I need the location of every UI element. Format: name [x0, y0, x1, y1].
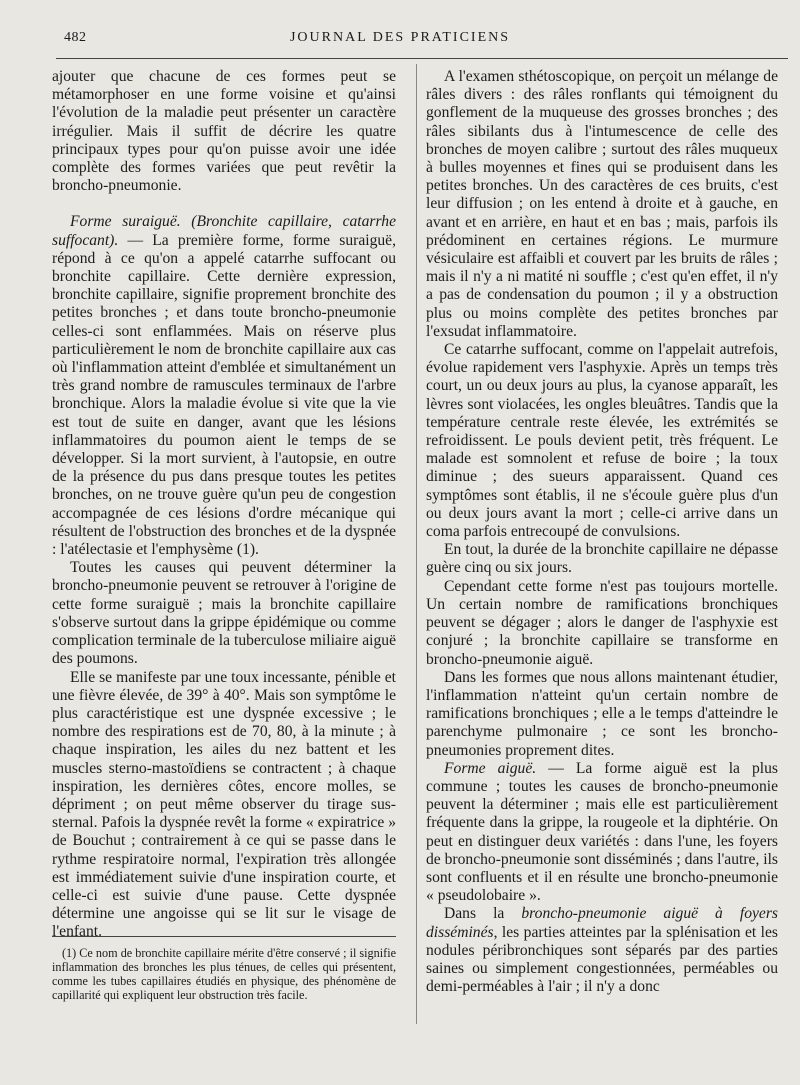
journal-title: JOURNAL DES PRATICIENS — [289, 30, 511, 45]
paragraph-forme-suraigue — [52, 213, 396, 559]
section-heading-suraigue: Forme suraiguë. (Bronchite capillaire, catarrhe suffocant). — [52, 213, 396, 249]
header-rule — [56, 58, 788, 59]
column-divider — [416, 64, 417, 1024]
paragraph: Cependant cette forme n'est pas toujours mortelle. Un certain nombre de ramifications bronchiques peuvent se dégager ; alors le danger de l'asphyxie est conjuré ; la bronchite capillaire se transforme en broncho-pneumonie aiguë. — [426, 577, 778, 668]
left-column — [52, 68, 396, 942]
page-number: 482 — [64, 30, 87, 45]
right-column — [426, 68, 778, 996]
paragraph-text: Dans la — [444, 905, 522, 923]
paragraph: En tout, la durée de la bronchite capillaire ne dépasse guère cinq ou six jours. — [426, 541, 778, 577]
paragraph: ajouter que chacune de ces formes peut se métamorphoser en une forme voisine et qu'ainsi l'évolution de la maladie peut présenter un caractère irrégulier. Mais il suffit de décrire les quatre principaux types pour qu'on puisse avoir une idée complète des formes variées que peut revêtir la broncho-pneumonie. — [52, 68, 396, 195]
italic-term: broncho-pneumonie aiguë à foyers disséminés — [426, 905, 778, 941]
paragraph: Elle se manifeste par une toux incessante, pénible et une fièvre élevée, de 39° à 40°. Mais son symptôme le plus caractéristique est une dyspnée excessive ; le nombre des respirations est de 70, 80, à la minute ; à chaque inspiration, les ailes du nez battent et les muscles sterno-mastoïdiens se contractent ; à chaque inspiration, les dernières côtes, encore molles, se dépriment ; on peut même observer du tirage sus-sternal. Pafois la dyspnée revêt la forme « expiratrice » de Bouchut ; contrairement à ce qui se passe dans le rythme respiratoire normal, l'expiration très allongée est immédiatement suivie d'une inspiration courte, et celle-ci est suivie d'une pause. Cette dyspnée détermine une angoisse qui se lit sur le visage de l'enfant. — [52, 668, 396, 941]
section-heading-aigue: Forme aiguë. — [444, 759, 537, 777]
page-header — [0, 30, 800, 54]
paragraph-forme-aigue — [426, 760, 778, 906]
paragraph: Ce catarrhe suffocant, comme on l'appelait autrefois, évolue rapidement vers l'asphyxie. Après un temps très court, un ou deux jours au plus, la cyanose apparaît, les lèvres sont violacées, les ongles bleuâtres. Tandis que la température centrale reste élevée, les extrémités se refroidissent. Le pouls devient petit, très fréquent. Le malade est somnolent et refuse de boire ; la toux diminue ; des sueurs apparaissent. Quand ces symptômes sont établis, il ne s'écoule guère plus d'un ou deux jours avant la mort ; celle-ci arrive dans un coma parfois entrecoupé de convulsions. — [426, 341, 778, 541]
paragraph: A l'examen sthétoscopique, on perçoit un mélange de râles divers : des râles ronflants qui témoignent du gonflement de la muqueuse des grosses bronches ; des râles sibilants dus à l'intumescence de celle des bronches de moyen calibre ; surtout des râles muqueux à bulles moyennes et fines qui se produisent dans les petites bronches. Un des caractères de ces bruits, c'est leur diffusion ; on les entend à droite et à gauche, en avant et en arrière, en haut et en bas ; mais, parfois ils prédominent en certaines régions. Le murmure vésiculaire est affaibli et couvert par les bruits de râles ; mais il n'y a ni matité ni souffle ; c'est qu'en effet, il n'y a pas de condensation du poumon ; il y a obstruction plus ou moins complète des petites bronches par l'exsudat inflammatoire. — [426, 68, 778, 340]
paragraph-text: , les parties atteintes par la splénisation et les nodules péribronchiques sont séparés par des parties saines ou simplement congestionnées, perméables ou demi-perméables à l'air ; il n'y a donc — [426, 923, 778, 996]
paragraph-foyers-dissemines — [426, 905, 778, 996]
footnote-text: (1) Ce nom de bronchite capillaire mérite d'être conservé ; il signifie inflammation des bronches les plus ténues, de celles qui présentent, comme les tubes capillaires étudiés en physique, des phénomène de capillarité qui expliquent leur obstruction très facile. — [52, 946, 396, 1002]
paragraph: Toutes les causes qui peuvent déterminer la broncho-pneumonie peuvent se retrouver à l'origine de cette forme suraiguë ; mais la bronchite capillaire s'observe surtout dans la grippe épidémique ou comme complication terminale de la tuberculose miliaire aiguë des poumons. — [52, 559, 396, 668]
paragraph-text: — La forme aiguë est la plus commune ; toutes les causes de broncho-pneumonie peuvent la déterminer ; mais elle est particulièrement fréquente dans la grippe, la rougeole et la diphtérie. On peut en distinguer deux variétés : dans l'une, les foyers de broncho-pneumonie sont disséminés ; dans l'autre, ils sont confluents et il en résulte une broncho-pneumonie « pseudolobaire ». — [426, 759, 779, 905]
footnote — [52, 946, 396, 1002]
paragraph-text: — La première forme, forme suraiguë, répond à ce qu'on a appelé catarrhe suffocant ou bronchite capillaire. Cette dernière expression, bronchite capillaire, signifie proprement bronchite des petites bronches ; et dans toute broncho-pneumonie celles-ci sont enflammées. Mais on réserve plus particulièrement le nom de bronchite capillaire aux cas où l'inflammation atteint d'emblée et simultanément un très grand nombre de ramuscules terminaux de l'arbre bronchique. Alors la maladie évolue si vite que la vie est tout de suite en danger, avant que les lésions inflammatoires du poumon aient le temps de se développer. Si la mort survient, à l'autopsie, en outre de la présence du pus dans presque toutes les petites bronches, on ne trouve guère qu'un peu de congestion accompagnée de ces lésions d'ordre mécanique qui résultent de l'obstruction des bronches et de la dyspnée : l'atélectasie et l'emphysème (1). — [52, 231, 396, 559]
footnote-rule — [52, 936, 396, 937]
paragraph: Dans les formes que nous allons maintenant étudier, l'inflammation n'atteint qu'un certain nombre de ramifications bronchiques ; elle a le temps d'atteindre le parenchyme pulmonaire ; ce sont les broncho-pneumonies proprement dites. — [426, 668, 778, 759]
